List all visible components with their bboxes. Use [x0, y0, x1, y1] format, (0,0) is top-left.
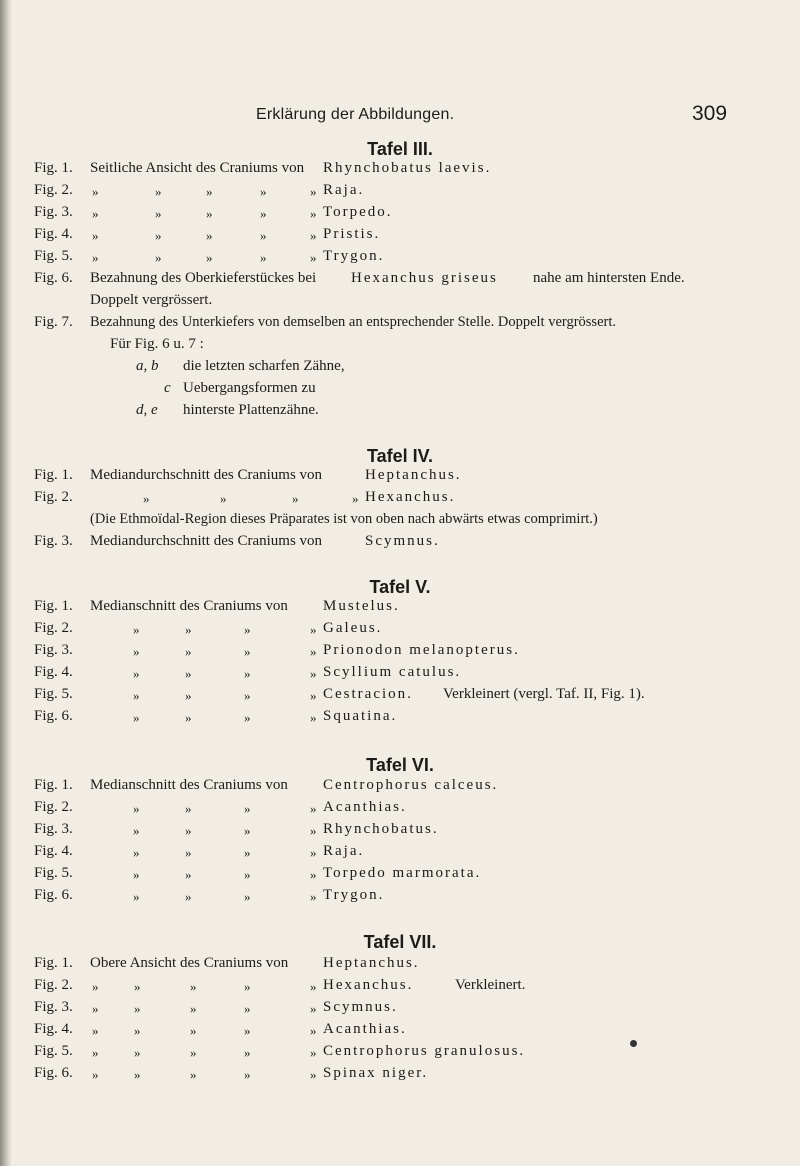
tafel-vii-fig-3	[0, 999, 800, 1021]
ditto-mark: »	[260, 184, 267, 199]
fig-number: Fig. 2.	[34, 977, 73, 993]
ditto-mark: »	[220, 491, 227, 506]
ditto-mark: »	[206, 206, 213, 221]
species-name: Pristis.	[323, 226, 381, 242]
fig-description: Mediandurchschnitt des Craniums von	[90, 467, 323, 483]
ditto-mark: »	[185, 644, 192, 659]
tafel-iii-fig-6	[0, 270, 800, 292]
species-name: Trygon.	[323, 887, 385, 903]
species-name: Hexanchus griseus	[351, 270, 498, 286]
tafel-iv-title: Tafel IV.	[366, 446, 434, 466]
ditto-mark: »	[133, 666, 140, 681]
ditto-mark: »	[310, 801, 317, 816]
tafel-vii-fig-1	[0, 955, 800, 977]
fig-number: Fig. 4.	[34, 664, 73, 680]
ditto-mark: »	[134, 1001, 141, 1016]
ditto-mark: »	[260, 228, 267, 243]
tafel-iv-fig-2	[0, 489, 800, 511]
ditto-mark: »	[133, 644, 140, 659]
ditto-mark: »	[190, 979, 197, 994]
tafel-vii-fig-4	[0, 1021, 800, 1043]
ditto-mark: »	[244, 666, 251, 681]
ditto-mark: »	[244, 644, 251, 659]
ditto-mark: »	[310, 710, 317, 725]
fig-number: Fig. 3.	[34, 533, 73, 549]
species-name: Spinax niger.	[323, 1065, 429, 1081]
tafel-iii-fig-5	[0, 248, 800, 270]
tafel-v-fig-6	[0, 708, 800, 730]
ditto-mark: »	[244, 889, 251, 904]
fig-number: Fig. 5.	[34, 248, 73, 264]
fig-number: Fig. 1.	[34, 467, 73, 483]
species-name: Centrophorus calceus.	[323, 777, 499, 793]
ditto-mark: »	[292, 491, 299, 506]
fig-number: Fig. 3.	[34, 999, 73, 1015]
fig-number: Fig. 3.	[34, 204, 73, 220]
ditto-mark: »	[310, 622, 317, 637]
fig-number: Fig. 2.	[34, 620, 73, 636]
ditto-mark: »	[92, 1067, 99, 1082]
ditto-mark: »	[185, 889, 192, 904]
fig-number: Fig. 7.	[34, 314, 73, 330]
ditto-mark: »	[134, 1067, 141, 1082]
ditto-mark: »	[185, 710, 192, 725]
ditto-mark: »	[185, 823, 192, 838]
tafel-iii-fig-1	[0, 160, 800, 182]
ditto-mark: »	[310, 1023, 317, 1038]
species-name: Acanthias.	[323, 1021, 407, 1037]
ditto-mark: »	[310, 889, 317, 904]
ditto-mark: »	[133, 889, 140, 904]
ditto-mark: »	[352, 491, 359, 506]
tafel-iii-fig-3	[0, 204, 800, 226]
ditto-mark: »	[92, 206, 99, 221]
fig-number: Fig. 5.	[34, 1043, 73, 1059]
species-name: Centrophorus granulosus.	[323, 1043, 526, 1059]
tafel-v-fig-1	[0, 598, 800, 620]
species-name: Rhynchobatus.	[323, 821, 439, 837]
fig-number: Fig. 6.	[34, 887, 73, 903]
species-name: Raja.	[323, 182, 365, 198]
tafel-iv-note	[0, 511, 800, 533]
legend-key: c	[164, 380, 171, 396]
tafel-v-fig-5	[0, 686, 800, 708]
tafel-iv-fig-3	[0, 533, 800, 555]
ditto-mark: »	[133, 622, 140, 637]
fig-description-tail: Verkleinert (vergl. Taf. II, Fig. 1).	[443, 686, 645, 702]
ditto-mark: »	[244, 1045, 251, 1060]
species-name: Heptanchus.	[323, 955, 420, 971]
species-name: Mustelus.	[323, 598, 400, 614]
ditto-mark: »	[133, 845, 140, 860]
species-name: Rhynchobatus laevis.	[323, 160, 492, 176]
tafel-iii-fig-7	[0, 314, 800, 336]
ditto-mark: »	[133, 688, 140, 703]
fig-number: Fig. 1.	[34, 160, 73, 176]
species-name: Raja.	[323, 843, 365, 859]
species-name: Hexanchus.	[365, 489, 456, 505]
species-name: Heptanchus.	[365, 467, 462, 483]
fig-description-tail: nahe am hintersten Ende.	[533, 270, 685, 286]
fig-number: Fig. 4.	[34, 843, 73, 859]
tafel-vi-fig-2	[0, 799, 800, 821]
ditto-mark: »	[190, 1001, 197, 1016]
tafel-v-fig-3	[0, 642, 800, 664]
fig-description: Bezahnung des Unterkiefers von demselben an entsprechender Stelle. Doppelt vergrössert.	[90, 314, 616, 330]
ditto-mark: »	[244, 688, 251, 703]
ditto-mark: »	[244, 979, 251, 994]
ditto-mark: »	[185, 867, 192, 882]
ditto-mark: »	[310, 666, 317, 681]
species-name: Scymnus.	[323, 999, 398, 1015]
ditto-mark: »	[260, 250, 267, 265]
tafel-v-title: Tafel V.	[369, 577, 431, 597]
tafel-iii-fig-2	[0, 182, 800, 204]
species-name: Squatina.	[323, 708, 398, 724]
species-name: Acanthias.	[323, 799, 407, 815]
ditto-mark: »	[310, 845, 317, 860]
ditto-mark: »	[310, 1067, 317, 1082]
species-name: Torpedo.	[323, 204, 393, 220]
ditto-mark: »	[206, 184, 213, 199]
tafel-v-fig-2	[0, 620, 800, 642]
ditto-mark: »	[92, 1045, 99, 1060]
tafel-vi-fig-3	[0, 821, 800, 843]
fig-number: Fig. 1.	[34, 955, 73, 971]
tafel-vi-title: Tafel VI.	[366, 755, 434, 775]
ditto-mark: »	[134, 979, 141, 994]
tafel-vi-fig-5	[0, 865, 800, 887]
ditto-mark: »	[310, 644, 317, 659]
ditto-mark: »	[92, 1023, 99, 1038]
tafel-iii-legend-de	[0, 402, 800, 424]
ditto-mark: »	[92, 250, 99, 265]
ditto-mark: »	[310, 979, 317, 994]
ditto-mark: »	[185, 801, 192, 816]
ditto-mark: »	[190, 1045, 197, 1060]
fig-number: Fig. 4.	[34, 1021, 73, 1037]
ditto-mark: »	[310, 184, 317, 199]
fig-number: Fig. 2.	[34, 182, 73, 198]
fig-number: Fig. 4.	[34, 226, 73, 242]
running-title: Erklärung der Abbildungen.	[256, 106, 455, 123]
ditto-mark: »	[155, 206, 162, 221]
species-name: Galeus.	[323, 620, 383, 636]
fig-description: Doppelt vergrössert.	[90, 292, 213, 308]
fig-number: Fig. 3.	[34, 821, 73, 837]
species-name: Prionodon melanopterus.	[323, 642, 520, 658]
tafel-vi-fig-6	[0, 887, 800, 909]
ditto-mark: »	[185, 688, 192, 703]
species-name: Scymnus.	[365, 533, 440, 549]
ditto-mark: »	[310, 823, 317, 838]
ditto-mark: »	[92, 1001, 99, 1016]
fig-number: Fig. 2.	[34, 489, 73, 505]
ditto-mark: »	[260, 206, 267, 221]
fig-description: Seitliche Ansicht des Craniums von	[90, 160, 305, 176]
tafel-vi-fig-1	[0, 777, 800, 799]
note-text: (Die Ethmoïdal-Region dieses Präparates ist von oben nach abwärts etwas comprimirt.)	[90, 511, 598, 527]
fig-description: Bezahnung des Oberkieferstückes bei	[90, 270, 317, 286]
fig-number: Fig. 3.	[34, 642, 73, 658]
fig-description: Mediandurchschnitt des Craniums von	[90, 533, 323, 549]
legend-text: Uebergangsformen zu	[183, 380, 316, 396]
ditto-mark: »	[133, 801, 140, 816]
legend-key: a, b	[136, 358, 159, 374]
tafel-iii-title: Tafel III.	[367, 139, 433, 159]
ditto-mark: »	[244, 622, 251, 637]
ditto-mark: »	[190, 1067, 197, 1082]
ditto-mark: »	[155, 228, 162, 243]
ink-spot	[630, 1040, 637, 1047]
fig-number: Fig. 1.	[34, 598, 73, 614]
fig-number: Fig. 5.	[34, 686, 73, 702]
ditto-mark: »	[244, 867, 251, 882]
ditto-mark: »	[310, 1045, 317, 1060]
legend-key: d, e	[136, 402, 158, 418]
tafel-iii-note	[0, 336, 800, 358]
species-name: Torpedo marmorata.	[323, 865, 482, 881]
ditto-mark: »	[244, 710, 251, 725]
tafel-iv-fig-1	[0, 467, 800, 489]
ditto-mark: »	[185, 622, 192, 637]
tafel-iii-fig-6-cont	[0, 292, 800, 314]
ditto-mark: »	[92, 979, 99, 994]
ditto-mark: »	[133, 710, 140, 725]
ditto-mark: »	[310, 867, 317, 882]
ditto-mark: »	[143, 491, 150, 506]
tafel-iii-legend-ab	[0, 358, 800, 380]
note-text: Für Fig. 6 u. 7 :	[110, 336, 204, 352]
ditto-mark: »	[310, 688, 317, 703]
ditto-mark: »	[92, 228, 99, 243]
fig-number: Fig. 5.	[34, 865, 73, 881]
ditto-mark: »	[310, 250, 317, 265]
tafel-iii-legend-c	[0, 380, 800, 402]
fig-description-tail: Verkleinert.	[455, 977, 526, 993]
ditto-mark: »	[185, 666, 192, 681]
tafel-vii-fig-2	[0, 977, 800, 999]
tafel-iii-fig-4	[0, 226, 800, 248]
species-name: Hexanchus.	[323, 977, 414, 993]
tafel-vii-fig-5	[0, 1043, 800, 1065]
ditto-mark: »	[190, 1023, 197, 1038]
ditto-mark: »	[310, 206, 317, 221]
fig-description: Obere Ansicht des Craniums von	[90, 955, 289, 971]
species-name: Cestracion.	[323, 686, 413, 702]
ditto-mark: »	[92, 184, 99, 199]
fig-number: Fig. 1.	[34, 777, 73, 793]
species-name: Trygon.	[323, 248, 385, 264]
page-header	[0, 102, 800, 132]
tafel-vii-title: Tafel VII.	[363, 932, 437, 952]
tafel-vii-fig-6	[0, 1065, 800, 1087]
fig-number: Fig. 6.	[34, 1065, 73, 1081]
ditto-mark: »	[134, 1045, 141, 1060]
ditto-mark: »	[206, 250, 213, 265]
species-name: Scyllium catulus.	[323, 664, 462, 680]
ditto-mark: »	[310, 228, 317, 243]
tafel-vi-fig-4	[0, 843, 800, 865]
ditto-mark: »	[244, 823, 251, 838]
fig-number: Fig. 6.	[34, 708, 73, 724]
ditto-mark: »	[244, 801, 251, 816]
ditto-mark: »	[134, 1023, 141, 1038]
fig-description: Medianschnitt des Craniums von	[90, 598, 288, 614]
fig-number: Fig. 2.	[34, 799, 73, 815]
ditto-mark: »	[133, 867, 140, 882]
ditto-mark: »	[244, 1001, 251, 1016]
ditto-mark: »	[310, 1001, 317, 1016]
legend-text: die letzten scharfen Zähne,	[183, 358, 345, 374]
ditto-mark: »	[155, 184, 162, 199]
ditto-mark: »	[244, 1023, 251, 1038]
page-number: 309	[692, 102, 728, 125]
tafel-v-fig-4	[0, 664, 800, 686]
ditto-mark: »	[244, 1067, 251, 1082]
ditto-mark: »	[133, 823, 140, 838]
ditto-mark: »	[244, 845, 251, 860]
fig-number: Fig. 6.	[34, 270, 73, 286]
ditto-mark: »	[155, 250, 162, 265]
legend-text: hinterste Plattenzähne.	[183, 402, 319, 418]
fig-description: Medianschnitt des Craniums von	[90, 777, 288, 793]
ditto-mark: »	[206, 228, 213, 243]
ditto-mark: »	[185, 845, 192, 860]
